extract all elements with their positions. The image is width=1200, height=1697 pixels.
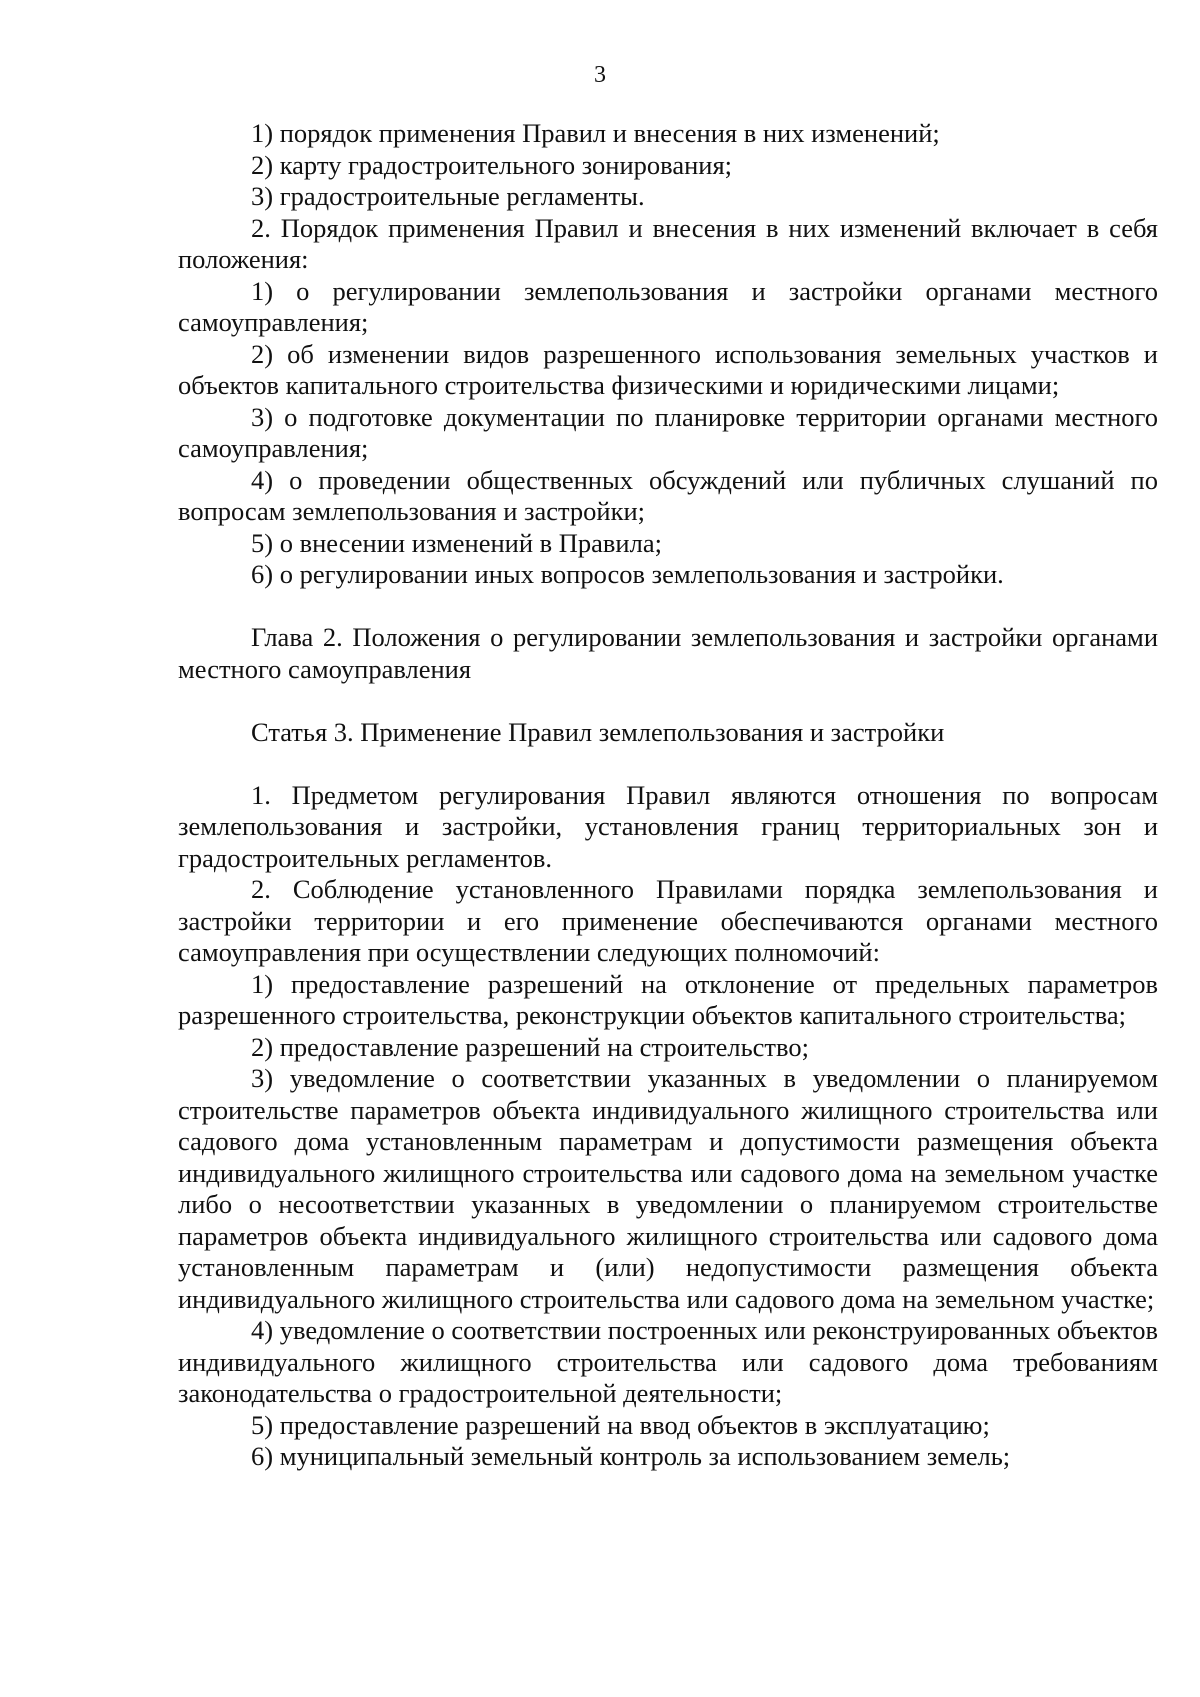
list-item: 5) предоставление разрешений на ввод объектов в эксплуатацию; — [251, 1409, 990, 1440]
list-item: 3) уведомление о соответствии указанных в уведомлении о планируемом строительстве параметров объекта индивидуального жилищного строительства или садового дома установленным параметрам и допустимости размещения объекта индивидуального жилищного строительства или садового дома на земельном участке либо о несоответствии указанных в уведомлении о планируемом строительстве параметров объекта индивидуального жилищного строительства или садового дома установленным параметрам и (или) недопустимости размещения объекта индивидуального жилищного строительства или садового дома на земельном участке; — [178, 1063, 1158, 1314]
list-item: 6) муниципальный земельный контроль за использованием земель; — [251, 1441, 1011, 1471]
page-number: 3 — [594, 62, 606, 88]
paragraph: 1. Предметом регулирования Правил являются отношения по вопросам землепользования и застройки, установления границ территориальных зон и градостроительных регламентов. — [178, 779, 1158, 873]
list-item: 5) о внесении изменений в Правила; — [251, 527, 662, 558]
article-heading: Статья 3. Применение Правил землепользования и застройки — [251, 716, 945, 747]
list-item: 2) об изменении видов разрешенного использования земельных участков и объектов капитального строительства физическими и юридическими лицами; — [178, 338, 1158, 400]
paragraph: 2. Соблюдение установленного Правилами порядка землепользования и застройки территории и его применение обеспечиваются органами местного самоуправления при осуществлении следующих полномочий: — [178, 874, 1158, 967]
list-item: 1) предоставление разрешений на отклонение от предельных параметров разрешенного строительства, реконструкции объектов капитального строительства; — [178, 968, 1158, 1030]
spacer — [178, 685, 1158, 717]
document-body — [178, 118, 1158, 1473]
list-item: 3) градостроительные регламенты. — [251, 181, 645, 211]
spacer — [178, 591, 1158, 623]
chapter-heading: Глава 2. Положения о регулировании землепользования и застройки органами местного самоуправления — [178, 622, 1158, 684]
list-item: 3) о подготовке документации по планировке территории органами местного самоуправления; — [178, 401, 1158, 463]
list-item: 4) о проведении общественных обсуждений или публичных слушаний по вопросам землепользования и застройки; — [178, 464, 1158, 526]
list-item: 1) порядок применения Правил и внесения в них изменений; — [251, 118, 940, 148]
spacer — [178, 748, 1158, 780]
list-item: 2) предоставление разрешений на строительство; — [251, 1031, 809, 1062]
paragraph: 2. Порядок применения Правил и внесения в них изменений включает в себя положения: — [178, 212, 1158, 274]
list-item: 1) о регулировании землепользования и застройки органами местного самоуправления; — [178, 275, 1158, 337]
list-item: 6) о регулировании иных вопросов землепользования и застройки. — [251, 559, 1004, 589]
list-item: 2) карту градостроительного зонирования; — [251, 149, 732, 180]
list-item: 4) уведомление о соответствии построенных или реконструированных объектов индивидуального жилищного строительства или садового дома требованиям законодательства о градостроительной деятельности; — [178, 1315, 1158, 1408]
